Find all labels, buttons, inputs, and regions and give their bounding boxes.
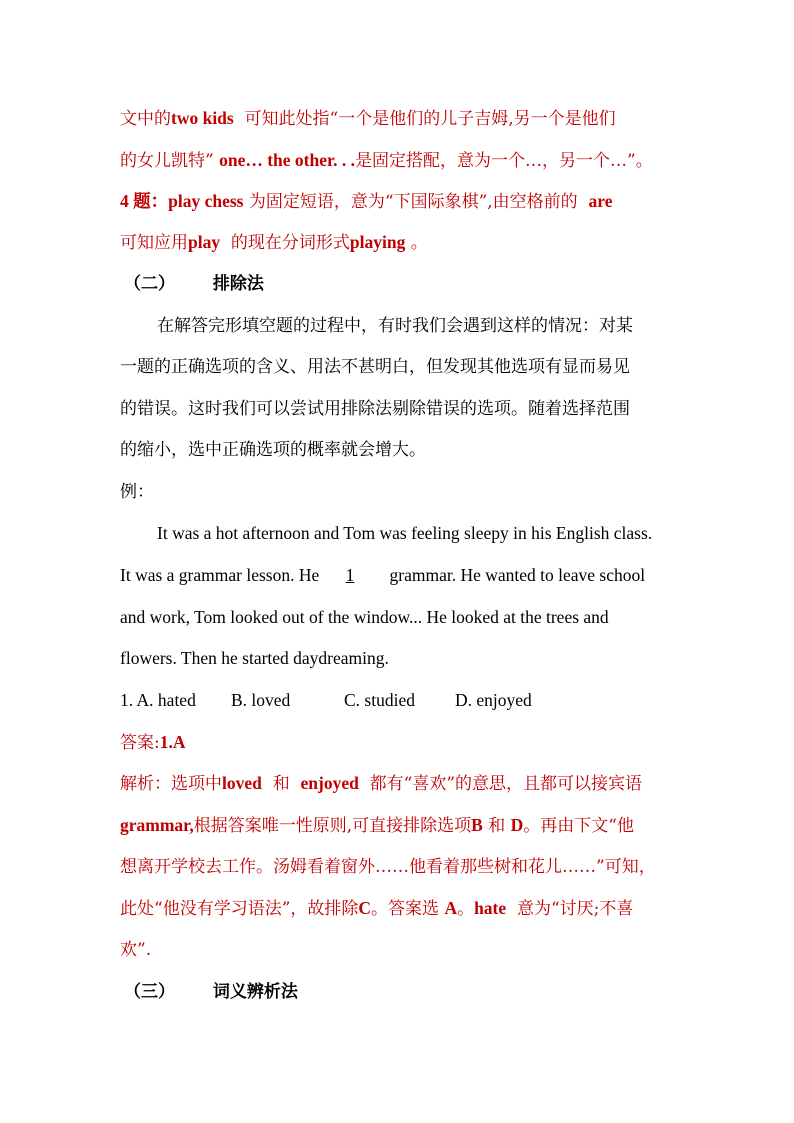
answer-value: 1.A: [159, 732, 186, 752]
analysis-line-1: [120, 771, 642, 795]
section-heading-2: [124, 272, 264, 296]
text: 为固定短语，意为“下国际象棋”: [248, 192, 488, 212]
intro-line-1: 在解答完形填空题的过程中，有时我们会遇到这样的情况：对某: [157, 316, 633, 336]
answer-label: 答案:: [120, 733, 160, 753]
passage-line-4: flowers. Then he started daydreaming.: [120, 648, 389, 668]
option-d: D. enjoyed: [455, 690, 532, 710]
section-number: （二）: [124, 274, 175, 294]
text: 和: [272, 774, 290, 794]
text: 意为“讨厌;不喜: [516, 899, 634, 919]
text: 文中的: [120, 109, 171, 129]
text: are: [588, 191, 613, 211]
text: playing: [349, 232, 406, 252]
para-a-line-3: [120, 189, 612, 213]
text: two kids: [171, 108, 234, 128]
text: loved: [222, 773, 262, 793]
text: It was a grammar lesson. He: [120, 565, 320, 585]
text: 。再由下文“他: [523, 816, 634, 836]
passage-line-3: and work, Tom looked out of the window... He looked at the trees and: [120, 607, 609, 627]
text: one… the other. . .: [219, 150, 356, 170]
para-a-line-4: [120, 230, 428, 254]
options-row: [120, 688, 532, 712]
option-b: B. loved: [231, 690, 291, 710]
example-label: 例：: [120, 482, 154, 502]
option-a: 1. A. hated: [120, 690, 196, 710]
text: 可知应用: [120, 233, 188, 253]
text: B: [471, 815, 483, 835]
intro-line-4: 的缩小，选中正确选项的概率就会增大。: [120, 440, 426, 460]
analysis-line-2: [120, 813, 634, 837]
text: 是固定搭配，意为一个…，另一个…”。: [355, 151, 653, 171]
section-number: （三）: [124, 982, 175, 1002]
text: play: [188, 232, 221, 252]
text: 根据答案唯一性原则,可直接排除选项: [193, 816, 472, 836]
text: 都有“喜欢”的意思，且都可以接宾语: [369, 774, 643, 794]
text: 此处“他没有学习语法”，故排除: [120, 899, 359, 919]
text: 的现在分词形式: [230, 233, 350, 253]
blank-1: 1: [345, 565, 355, 585]
passage-line-2: [120, 563, 645, 587]
text: C: [358, 898, 372, 918]
text: 和: [488, 816, 506, 836]
text: 4 题：: [120, 191, 169, 211]
intro-line-2: 一题的正确选项的含义、用法不甚明白，但发现其他选项有显而易见: [120, 357, 630, 377]
text: play chess: [168, 191, 244, 211]
answer-line: [120, 730, 186, 754]
text: enjoyed: [300, 773, 359, 793]
text: grammar,: [120, 815, 194, 835]
text: 可知此处指“一个是他们的儿子吉姆,另一个是他们: [244, 109, 616, 129]
option-c: C. studied: [344, 690, 415, 710]
para-a-line-2: [120, 148, 653, 172]
passage-line-1: It was a hot afternoon and Tom was feeling sleepy in his English class.: [157, 523, 653, 543]
section-heading-3: [124, 980, 298, 1004]
intro-line-3: 的错误。这时我们可以尝试用排除法剔除错误的选项。随着选择范围: [120, 399, 630, 419]
text: 。答案选: [371, 899, 440, 919]
analysis-line-3: 想离开学校去工作。汤姆看着窗外……他看着那些树和花儿……”可知，: [120, 857, 656, 877]
section-title: 排除法: [212, 274, 264, 294]
text: hate: [474, 898, 507, 918]
text: 的女儿凯特”: [120, 151, 214, 171]
text: ,由空格前的: [487, 192, 578, 212]
analysis-line-5: 欢”.: [120, 940, 152, 960]
text: 。: [410, 233, 428, 253]
text: 解析：选项中: [120, 774, 222, 794]
text: grammar. He wanted to leave school: [389, 565, 646, 585]
section-title: 词义辨析法: [212, 982, 298, 1002]
analysis-line-4: [120, 896, 633, 920]
text: D: [510, 815, 524, 835]
text: A: [444, 898, 458, 918]
text: 。: [457, 899, 475, 919]
para-a-line-1: [120, 106, 616, 130]
